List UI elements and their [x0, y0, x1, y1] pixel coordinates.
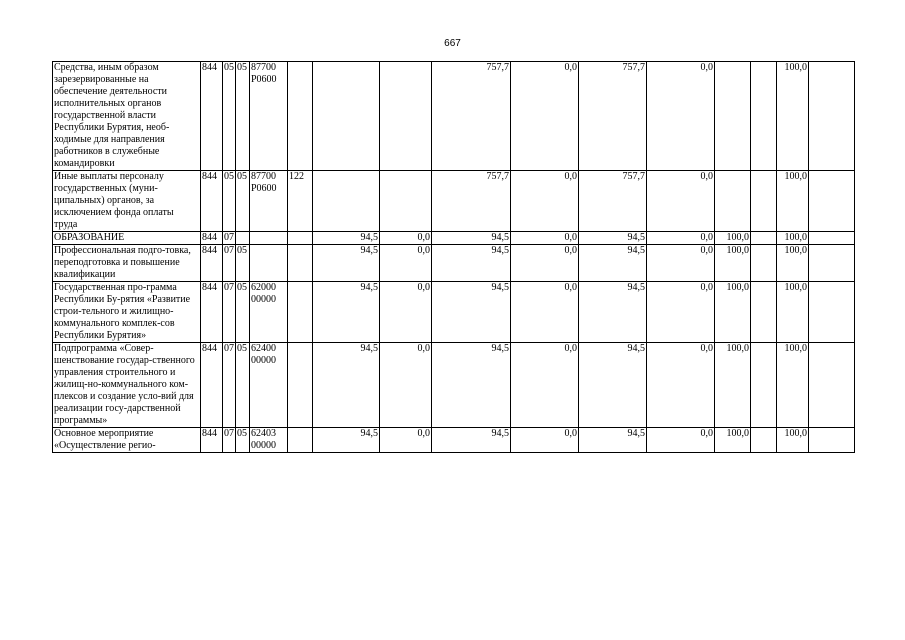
empty-cell [809, 282, 855, 343]
percent-cell: 100,0 [715, 282, 751, 343]
value-cell: 94,5 [579, 343, 647, 428]
table-row [53, 245, 855, 282]
subsection-code: 05 [236, 171, 250, 232]
percent-cell: 100,0 [777, 232, 809, 245]
percent-cell: 100,0 [715, 428, 751, 453]
grbs-code: 844 [201, 232, 223, 245]
empty-cell [809, 171, 855, 232]
value-cell [380, 62, 432, 171]
empty-cell [751, 282, 777, 343]
percent-cell: 100,0 [715, 245, 751, 282]
section-code: 07 [223, 282, 236, 343]
value-cell: 0,0 [647, 343, 715, 428]
expense-type-code [288, 245, 313, 282]
subsection-code: 05 [236, 343, 250, 428]
grbs-code: 844 [201, 428, 223, 453]
value-cell: 94,5 [432, 232, 511, 245]
value-cell: 94,5 [313, 428, 380, 453]
value-cell [313, 62, 380, 171]
section-code: 05 [223, 171, 236, 232]
value-cell: 0,0 [647, 171, 715, 232]
value-cell: 0,0 [380, 282, 432, 343]
grbs-code: 844 [201, 62, 223, 171]
row-name: ОБРАЗОВАНИЕ [53, 232, 201, 245]
value-cell: 757,7 [579, 171, 647, 232]
value-cell: 757,7 [579, 62, 647, 171]
target-article-code [250, 232, 288, 245]
value-cell: 94,5 [432, 428, 511, 453]
empty-cell [751, 245, 777, 282]
subsection-code [236, 232, 250, 245]
row-name: Иные выплаты персоналу государственных (муни-ципальных) органов, за исключением фонда оплаты труда [53, 171, 201, 232]
grbs-code: 844 [201, 282, 223, 343]
percent-cell: 100,0 [777, 282, 809, 343]
value-cell: 0,0 [647, 428, 715, 453]
expense-type-code [288, 232, 313, 245]
target-article-code: 62400 00000 [250, 343, 288, 428]
value-cell: 0,0 [511, 232, 579, 245]
target-article-code: 62403 00000 [250, 428, 288, 453]
table-row [53, 62, 855, 171]
percent-cell: 100,0 [777, 171, 809, 232]
expense-type-code [288, 282, 313, 343]
page-number: 667 [444, 38, 461, 49]
percent-cell: 100,0 [777, 428, 809, 453]
value-cell: 94,5 [313, 343, 380, 428]
grbs-code: 844 [201, 343, 223, 428]
value-cell: 0,0 [511, 343, 579, 428]
value-cell [313, 171, 380, 232]
value-cell: 757,7 [432, 62, 511, 171]
value-cell: 94,5 [432, 282, 511, 343]
table-row [53, 343, 855, 428]
row-name: Основное мероприятие «Осуществление регио- [53, 428, 201, 453]
value-cell: 0,0 [380, 245, 432, 282]
table-row [53, 171, 855, 232]
value-cell: 0,0 [380, 232, 432, 245]
value-cell: 94,5 [313, 245, 380, 282]
subsection-code: 05 [236, 62, 250, 171]
table-row [53, 428, 855, 453]
empty-cell [809, 428, 855, 453]
value-cell: 0,0 [647, 282, 715, 343]
target-article-code: 62000 00000 [250, 282, 288, 343]
target-article-code: 87700 P0600 [250, 171, 288, 232]
value-cell: 94,5 [432, 245, 511, 282]
value-cell: 0,0 [380, 428, 432, 453]
value-cell: 0,0 [511, 171, 579, 232]
table-row [53, 232, 855, 245]
empty-cell [809, 245, 855, 282]
empty-cell [751, 171, 777, 232]
value-cell: 94,5 [579, 282, 647, 343]
section-code: 07 [224, 232, 234, 243]
value-cell: 94,5 [579, 428, 647, 453]
empty-cell [809, 232, 855, 245]
expense-type-code [288, 62, 313, 171]
percent-cell: 100,0 [715, 232, 751, 245]
empty-cell [751, 343, 777, 428]
percent-cell: 100,0 [777, 245, 809, 282]
value-cell: 94,5 [432, 343, 511, 428]
value-cell: 0,0 [647, 245, 715, 282]
expense-type-code: 122 [288, 171, 313, 232]
expense-type-code [288, 343, 313, 428]
value-cell: 0,0 [647, 232, 715, 245]
section-code: 05 [223, 62, 236, 171]
target-article-code: 87700 P0600 [250, 62, 288, 171]
value-cell: 0,0 [511, 282, 579, 343]
row-name: Средства, иным образом зарезервированные на обеспечение деятельности исполнительных органов государственной власти Республики Бурятия, необ-ходимые для направления работников в служебные командировки [53, 62, 201, 171]
row-name: Государственная про-грамма Республики Бу-рятия «Развитие строи-тельного и жилищно-коммунального комплек-сов Республики Бурятия» [53, 282, 201, 343]
subsection-code: 05 [236, 428, 250, 453]
section-code: 07 [223, 343, 236, 428]
empty-cell [809, 62, 855, 171]
value-cell [380, 171, 432, 232]
expense-type-code [288, 428, 313, 453]
grbs-code: 844 [201, 245, 223, 282]
value-cell: 94,5 [313, 232, 380, 245]
percent-cell [715, 62, 751, 171]
value-cell: 94,5 [579, 232, 647, 245]
section-code: 07 [223, 428, 236, 453]
value-cell: 94,5 [313, 282, 380, 343]
value-cell: 0,0 [511, 245, 579, 282]
value-cell: 94,5 [579, 245, 647, 282]
budget-table [52, 61, 855, 453]
empty-cell [751, 62, 777, 171]
value-cell: 0,0 [511, 428, 579, 453]
row-name: Профессиональная подго-товка, переподготовка и повышение квалификации [53, 245, 201, 282]
section-code: 07 [223, 245, 236, 282]
row-name: Подпрограмма «Совер-шенствование государ-ственного управления строительного и жилищ-но-коммунального ком-плексов и создание усло-вий для реализации госу-дарственной программы» [53, 343, 201, 428]
value-cell: 0,0 [380, 343, 432, 428]
percent-cell [715, 171, 751, 232]
empty-cell [751, 428, 777, 453]
empty-cell [809, 343, 855, 428]
value-cell: 0,0 [647, 62, 715, 171]
grbs-code: 844 [201, 171, 223, 232]
percent-cell: 100,0 [777, 62, 809, 171]
value-cell: 757,7 [432, 171, 511, 232]
value-cell: 0,0 [511, 62, 579, 171]
subsection-code: 05 [236, 245, 250, 282]
empty-cell [751, 232, 777, 245]
table-row [53, 282, 855, 343]
percent-cell: 100,0 [777, 343, 809, 428]
target-article-code [250, 245, 288, 282]
percent-cell: 100,0 [715, 343, 751, 428]
subsection-code: 05 [236, 282, 250, 343]
